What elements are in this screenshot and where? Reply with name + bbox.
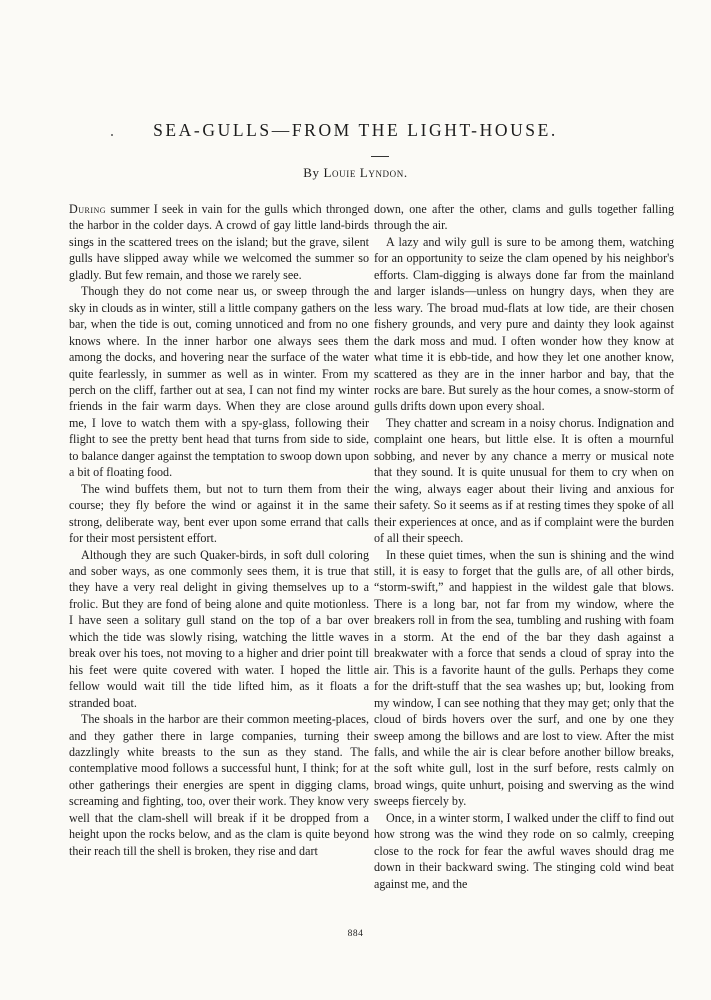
paragraph: They chatter and scream in a noisy chorus. Indignation and complaint one hears, but little else. It is often a mournful sobbing, and never by any chance a merry or musical note that they sound. It is quite unusual for them to cry when on the wing, always eager about their living and anxious for their safety. So it seems as if at resting times they spoke of all their experiences at once, and as if complaint were the burden of all their speech. (374, 415, 674, 546)
byline-prefix: By (303, 165, 320, 180)
paragraph: A lazy and wily gull is sure to be among them, watching for an opportunity to seize the clam opened by his neighbor's efforts. Clam-digging is always done far from the mainland and larger islands—unless on hungry days, when they are less wary. The broad mud-flats at low tide, are their chosen fishery grounds, and very pure and dainty they look against the dark moss and mud. I often wonder how they know at what time it is ebb-tide, and how they let one another know, scattered as they are in the inner harbor and bay, that the rocks are bare. But surely as the hour comes, a snow-storm of gulls drifts down upon every shoal. (374, 234, 674, 414)
title-rule (371, 156, 389, 157)
paragraph: In these quiet times, when the sun is shining and the wind still, it is easy to forget that the gulls are, of all other birds, “storm-swift,” and happiest in the wildest gale that blows. There is a long bar, not far from my window, where the breakers roll in from the sea, tumbling and rushing with foam in a storm. At the end of the bar they dash against a breakwater with a force that sends a cloud of spray into the air. This is a favorite haunt of the gulls. Perhaps they come for the drift-stuff that the sea washes up; but, looking from my window, I can see nothing that they may get; only that the cloud of birds hovers over the surf, and one by one they sweep among the billows and are lost to view. After the mist falls, and while the air is clear before another billow breaks, the soft white gull, lost in the surf before, rests calmly on broad wings, quite unhurt, poising and swerving as the wind sweeps fiercely by. (374, 547, 674, 809)
paragraph-text: summer I seek in vain for the gulls which thronged the harbor in the colder days. A crowd of gay little land-birds sings in the scattered trees on the island; but the grave, silent gulls have slipped away while we welcomed the summer so gladly. But few remain, and those we rarely see. (69, 202, 369, 282)
page-number: 884 (347, 929, 364, 939)
paragraph: Although they are such Quaker-birds, in soft dull coloring and sober ways, as one commonly sees them, it is true that they have a very real delight in giving themselves up to a frolic. But they are fond of being alone and quite motionless. I have seen a solitary gull stand on the top of a bar over which the tide was slowly rising, watching the little waves break over his toes, not moving to a higher and drier point till his feet were quite covered with water. I hoped the little fellow would wait till the tide lifted him, as it floats a stranded boat. (69, 547, 369, 710)
author-name: Louie Lyndon. (323, 165, 408, 180)
paragraph-continued: down, one after the other, clams and gulls together falling through the air. (374, 202, 674, 233)
opening-word: During (69, 202, 107, 216)
paragraph (69, 201, 369, 283)
right-column (374, 201, 674, 892)
paragraph: The shoals in the harbor are their common meeting-places, and they gather there in large companies, turning their dazzlingly white breasts to the sun as they stand. The contemplative mood follows a successful hunt, I think; for at other gatherings their energies are spent in digging clams, screaming and fighting, too, over their work. They know very well that the clam-shell will break if it be dropped from a height upon the rocks below, and as the clam is quite beyond their reach till the shell is broken, they rise and dart (69, 712, 369, 858)
left-column (69, 201, 369, 859)
paragraph: Though they do not come near us, or sweep through the sky in clouds as in winter, still a little company gathers on the bar, when the tide is out, coming unnoticed and from no one knows where. In the inner harbor one always sees them among the docks, and hovering near the surface of the water quite fearlessly, in summer as well as in winter. From my perch on the cliff, farther out at sea, I can not find my winter friends in the fair warm days. When they are close around me, I love to watch them with a spy-glass, following their flight to see the pretty bent head that turns from side to side, to balance danger against the temptation to swoop down upon a bit of floating food. (69, 284, 369, 480)
paragraph: Once, in a winter storm, I walked under the cliff to find out how strong was the wind they rode on so calmly, creeping close to the rock for fear the awful waves should drag me down in their backward swing. The stinging cold wind beat against me, and the (374, 810, 674, 891)
article-title: SEA-GULLS—FROM THE LIGHT-HOUSE. (153, 120, 558, 140)
byline (0, 165, 711, 181)
paragraph: The wind buffets them, but not to turn them from their course; they fly before the wind or against it in the same strong, deliberate way, bent ever upon some errand that calls for their most persistent effort. (69, 481, 369, 546)
